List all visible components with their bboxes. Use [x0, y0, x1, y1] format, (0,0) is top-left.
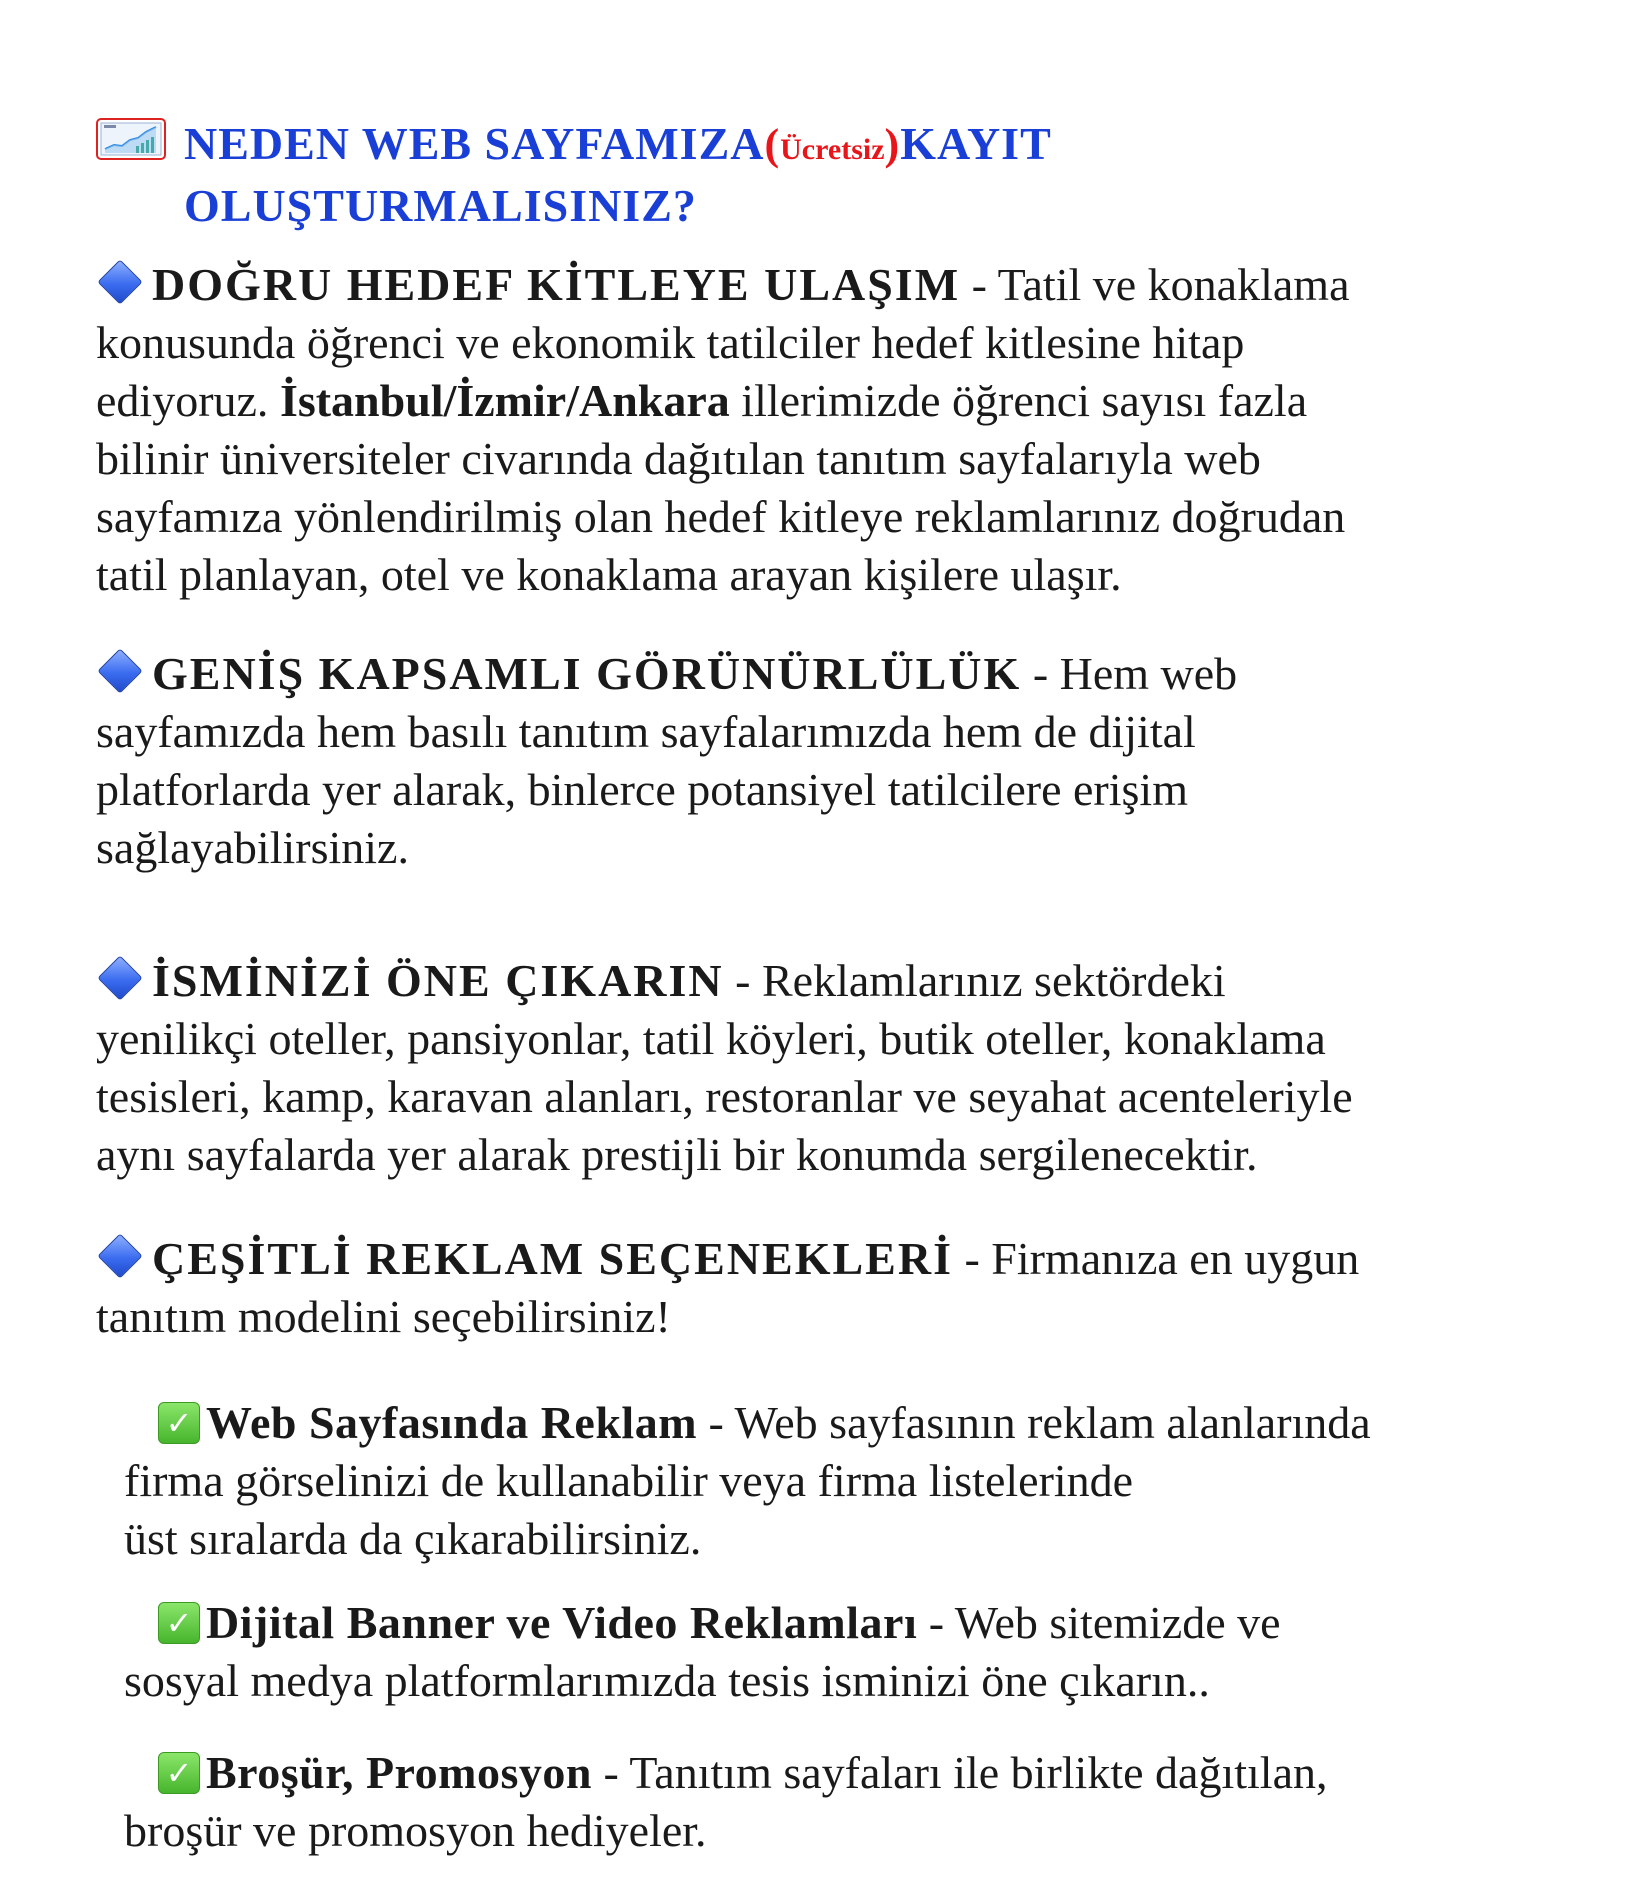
blue-diamond-icon — [97, 955, 142, 1000]
blue-diamond-icon — [97, 648, 142, 693]
title-line-1: NEDEN WEB SAYFAMIZA(Ücretsiz)KAYIT — [184, 118, 1052, 169]
option-brochure: ✓ Broşür, Promosyon - Tanıtım sayfaları ile birlikte dağıtılan, broşür ve promosyon hediyeler. — [124, 1747, 1328, 1856]
check-mark-button-icon: ✓ — [158, 1402, 200, 1444]
blue-diamond-icon — [97, 1233, 142, 1278]
option-digital-banner: ✓ Dijital Banner ve Video Reklamları - Web sitemizde ve sosyal medya platformlarımızda tesis isminizi öne çıkarın.. — [124, 1597, 1281, 1706]
check-mark-button-icon: ✓ — [158, 1602, 200, 1644]
title-line-2: OLUŞTURMALISINIZ? — [184, 180, 697, 231]
section-highlight-name: İSMİNİZİ ÖNE ÇIKARIN - Reklamlarınız sektördeki yenilikçi oteller, pansiyonlar, tatil köyleri, butik oteller, konaklama tesisleri, kamp, karavan alanları, restoranlar ve seyahat acenteleriyle aynı sayfalarda yer alarak prestijli bir konumda sergilenecektir. — [96, 955, 1353, 1180]
section-visibility: GENİŞ KAPSAMLI GÖRÜNÜRLÜLÜK - Hem web sayfamızda hem basılı tanıtım sayfalarımızda hem de dijital platforlarda yer alarak, binlerce potansiyel tatilcilere erişim sağlayabilirsiniz. — [96, 648, 1238, 873]
analytics-chart-icon — [96, 118, 166, 160]
section-ad-options: ÇEŞİTLİ REKLAM SEÇENEKLERİ - Firmanıza en uygun tanıtım modelini seçebilirsiniz! — [96, 1233, 1360, 1342]
free-note: Ücretsiz — [780, 133, 885, 166]
cities: İstanbul/İzmir/Ankara — [279, 375, 730, 426]
check-mark-button-icon: ✓ — [158, 1752, 200, 1794]
option-web-ad: ✓ Web Sayfasında Reklam - Web sayfasının reklam alanlarında firma görselinizi de kullanabilir veya firma listelerinde üst sıralarda da çıkarabilirsiniz. — [124, 1397, 1371, 1564]
page-title — [184, 116, 1052, 234]
section-target-audience: DOĞRU HEDEF KİTLEYE ULAŞIM - Tatil ve konaklama konusunda öğrenci ve ekonomik tatilciler hedef kitlesine hitap ediyoruz. İstanbul/İzmir/Ankara illerimizde öğrenci sayısı fazla bilinir üniversiteler civarında dağıtılan tanıtım sayfalarıyla web sayfamıza yönlendirilmiş olan hedef kitleye reklamlarınız doğrudan tatil planlayan, otel ve konaklama arayan kişilere ulaşır. — [96, 259, 1350, 600]
blue-diamond-icon — [97, 259, 142, 304]
